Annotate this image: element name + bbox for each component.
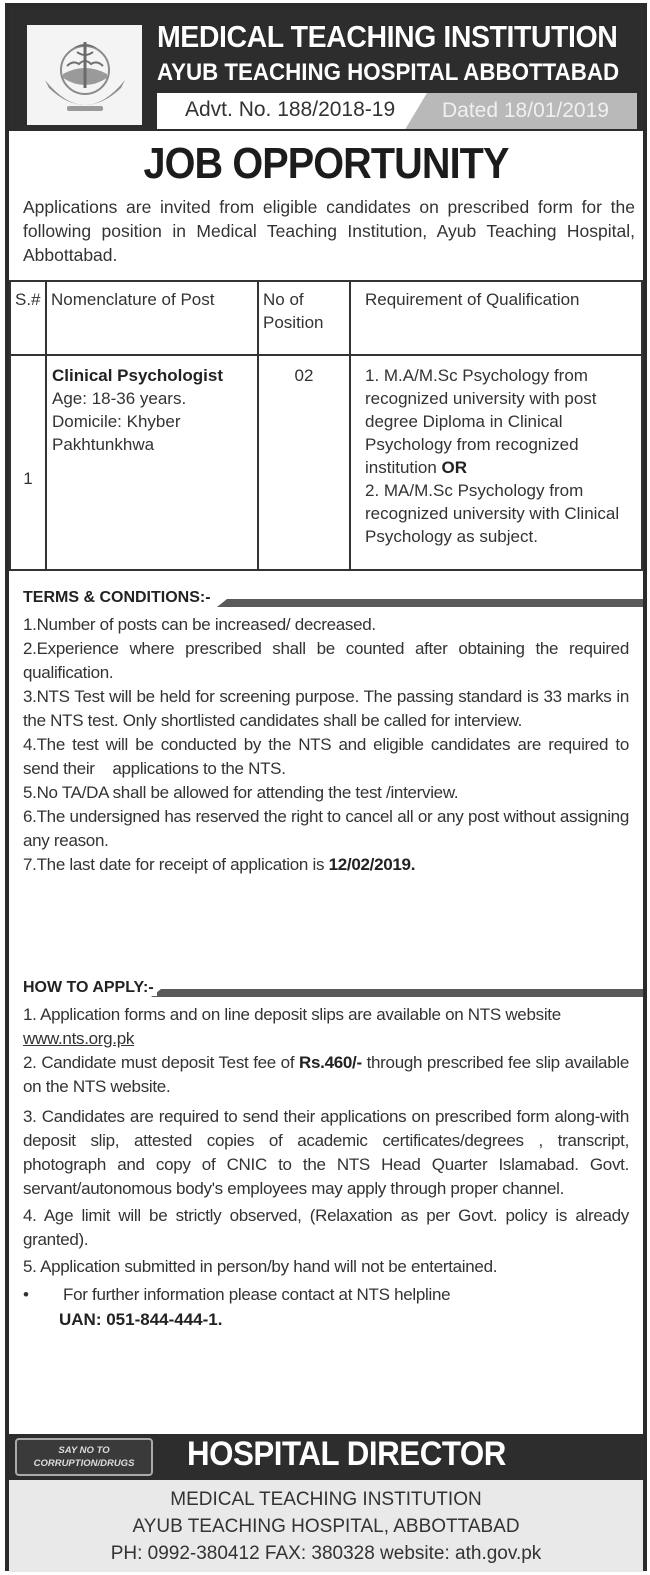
header-post: Nomenclature of Post: [46, 281, 258, 355]
say-no-badge: SAY NO TO CORRUPTION/DRUGS: [15, 1438, 153, 1476]
header-positions: No of Position: [258, 281, 350, 355]
term-item: 1.Number of posts can be increased/ decreased.: [23, 615, 376, 634]
job-advertisement: [5, 3, 647, 1571]
advt-strip: [157, 93, 637, 129]
divider: [217, 599, 643, 607]
bullet-icon: •: [23, 1285, 29, 1304]
post-age: Age: 18-36 years.: [52, 389, 187, 408]
cell-positions: 02: [258, 355, 350, 570]
signature-band: [9, 1434, 643, 1480]
header-qualification: Requirement of Qualification: [350, 281, 642, 355]
table-row: [10, 355, 642, 570]
qualification-2: 2. MA/M.Sc Psychology from recognized university with Clinical Psychology as subject.: [365, 481, 620, 546]
footer-institution: MEDICAL TEACHING INSTITUTION: [170, 1489, 482, 1510]
term-item: 6.The undersigned has reserved the right to cancel all or any post without assigning any reason.: [23, 807, 629, 850]
page-title: JOB OPPORTUNITY: [143, 139, 509, 188]
header-sn: S.#: [10, 281, 46, 355]
apply-item: 5. Application submitted in person/by hand will not be entertained.: [23, 1257, 498, 1276]
advt-date: Dated 18/01/2019: [442, 99, 609, 122]
apply-item: 3. Candidates are required to send their applications on prescribed form along-with deposit slip, attested copies of academic certificates/degrees , transcript, photograph and copy of CNIC to the NTS Head Quarter Islamabad. Govt. servant/autonomous body's employees may apply through proper channel.: [23, 1107, 629, 1198]
nts-website-link[interactable]: www.nts.org.pk: [23, 1029, 135, 1048]
apply-section: [9, 979, 643, 1333]
logo-frame: [27, 25, 142, 125]
footer-hospital: AYUB TEACHING HOSPITAL, ABBOTTABAD: [132, 1516, 520, 1537]
post-domicile: Domicile: Khyber Pakhtunkhwa: [52, 412, 181, 454]
term-item: 4.The test will be conducted by the NTS and eligible candidates are required to send their applications to the NTS.: [23, 735, 634, 778]
positions-table: [9, 280, 643, 571]
helpline-text: For further information please contact at NTS helpline: [63, 1285, 451, 1304]
advt-number: Advt. No. 188/2018-19: [185, 98, 396, 121]
term-item: 3.NTS Test will be held for screening purpose. The passing standard is 33 marks in the NTS test. Only shortlisted candidates shall be called for interview.: [23, 687, 629, 730]
term-item-last-date: 7.The last date for receipt of application is 12/02/2019.: [23, 855, 416, 874]
apply-item: 1. Application forms and on line deposit slips are available on NTS website: [23, 1005, 561, 1024]
apply-item: 4. Age limit will be strictly observed, (Relaxation as per Govt. policy is already granted).: [23, 1206, 629, 1249]
test-fee: Rs.460/-: [299, 1053, 362, 1072]
helpline-row: [9, 1283, 643, 1307]
apply-heading: HOW TO APPLY:-: [23, 979, 157, 996]
hospital-emblem-icon: [37, 30, 133, 120]
table-header-row: [10, 281, 642, 355]
divider: [151, 989, 643, 997]
apply-item: 2. Candidate must deposit Test fee of Rs.460/- through prescribed fee slip available on the NTS website.: [23, 1053, 630, 1096]
cell-sn: 1: [10, 355, 46, 570]
uan-number: UAN: 051-844-444-1.: [59, 1310, 223, 1329]
last-date: 12/02/2019.: [328, 855, 416, 874]
term-item: 5.No TA/DA shall be allowed for attending the test /interview.: [23, 783, 459, 802]
post-title: Clinical Psychologist: [52, 366, 223, 385]
header-band: [9, 7, 643, 131]
term-item: 2.Experience where prescribed shall be counted after obtaining the required qualification.: [23, 639, 629, 682]
intro-paragraph: Applications are invited from eligible candidates on prescribed form for the following position in Medical Teaching Institution, Ayub Teaching Hospital, Abbottabad.: [23, 197, 635, 265]
cell-post: [46, 355, 258, 570]
hospital-title: AYUB TEACHING HOSPITAL ABBOTTABAD: [157, 59, 620, 86]
signatory-designation: HOSPITAL DIRECTOR: [187, 1435, 506, 1473]
footer-contact: PH: 0992-380412 FAX: 380328 website: ath.gov.pk: [110, 1543, 542, 1564]
qualification-1: 1. M.A/M.Sc Psychology from recognized university with post degree Diploma in Clinical Psychology from recognized institution: [365, 366, 597, 477]
terms-section: [9, 589, 643, 877]
terms-heading: TERMS & CONDITIONS:-: [23, 589, 214, 606]
cell-qualification: [350, 355, 642, 570]
institution-title: MEDICAL TEACHING INSTITUTION: [157, 19, 618, 54]
qualification-or: OR: [441, 458, 468, 477]
footer-address: [9, 1480, 643, 1572]
